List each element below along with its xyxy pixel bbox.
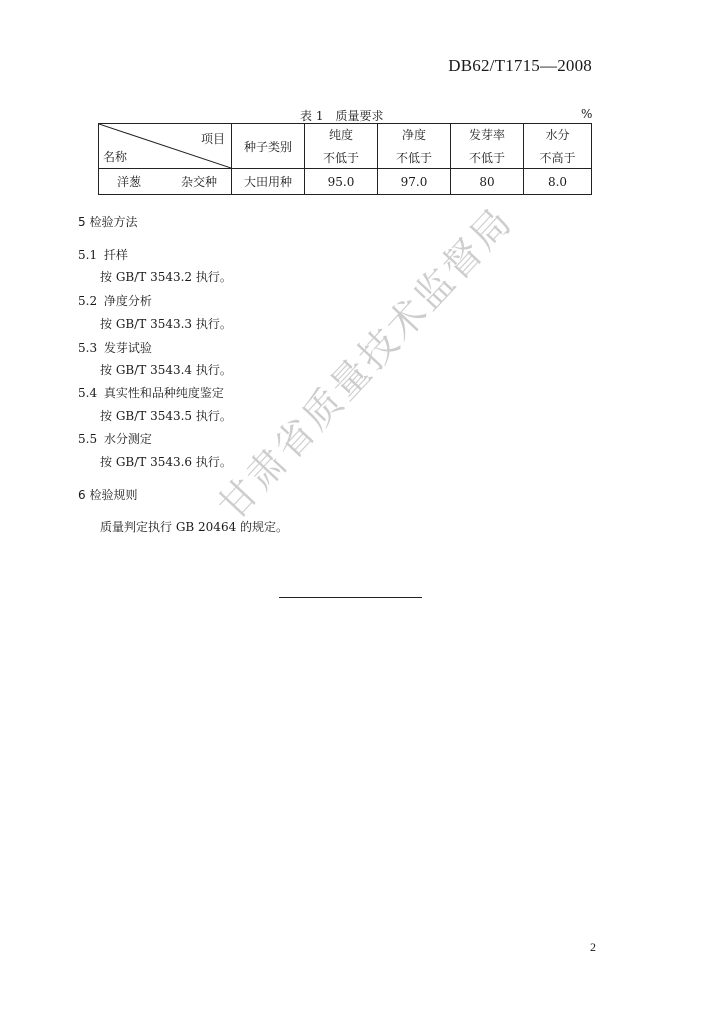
subsection-title: 真实性和品种纯度鉴定 <box>103 386 224 400</box>
cell-moisture: 8.0 <box>524 169 592 195</box>
table-header-row <box>99 124 592 169</box>
cell-cleanliness: 97.0 <box>378 169 451 195</box>
cell-germination: 80 <box>451 169 524 195</box>
crop-type: 杂交种 <box>180 175 217 189</box>
header-cleanliness-name: 净度 <box>401 128 426 142</box>
crop-name: 洋葱 <box>117 175 142 189</box>
section-5-title: 5 检验方法 <box>78 215 138 229</box>
section-6-text: 质量判定执行 GB 20464 的规定。 <box>100 520 289 534</box>
subsection-title: 净度分析 <box>103 294 152 308</box>
header-purity-limit: 不低于 <box>322 151 359 165</box>
cell-crop-name <box>99 169 232 195</box>
header-cleanliness <box>378 124 451 169</box>
subsection-5-4-text: 按 GB/T 3543.5 执行。 <box>100 409 232 423</box>
quality-requirements-table <box>98 123 592 195</box>
header-purity <box>305 124 378 169</box>
subsection-number: 5.5 <box>78 432 98 446</box>
header-seed-class <box>232 124 305 169</box>
header-germination-limit: 不低于 <box>468 151 505 165</box>
cell-seed-class: 大田用种 <box>232 169 305 195</box>
end-rule <box>279 597 422 598</box>
header-moisture-limit: 不高于 <box>539 151 576 165</box>
header-seed-class-label: 种子类别 <box>243 139 292 154</box>
section-6-title: 6 检验规则 <box>78 488 138 502</box>
subsection-number: 5.2 <box>78 294 98 308</box>
header-item-label: 项目 <box>200 132 225 146</box>
diagonal-header-cell <box>99 124 232 169</box>
watermark: 甘肃省质量技术监督局 <box>209 198 522 529</box>
subsection-5-1-text: 按 GB/T 3543.2 执行。 <box>100 270 232 284</box>
subsection-title: 扦样 <box>103 248 128 262</box>
subsection-5-2-text: 按 GB/T 3543.3 执行。 <box>100 317 232 331</box>
subsection-5-3 <box>78 339 152 356</box>
table-caption: 表 1 质量要求 <box>300 109 384 123</box>
subsection-5-3-text: 按 GB/T 3543.4 执行。 <box>100 363 232 377</box>
subsection-title: 水分测定 <box>103 432 152 446</box>
table-unit: % <box>581 107 593 121</box>
cell-purity: 95.0 <box>305 169 378 195</box>
header-moisture-name: 水分 <box>545 128 570 142</box>
subsection-5-5-text: 按 GB/T 3543.6 执行。 <box>100 455 232 469</box>
subsection-number: 5.3 <box>78 341 98 355</box>
subsection-5-4 <box>78 384 224 401</box>
subsection-number: 5.1 <box>78 248 98 262</box>
header-germination <box>451 124 524 169</box>
subsection-5-5 <box>78 430 152 447</box>
header-name-label: 名称 <box>103 150 128 164</box>
header-purity-name: 纯度 <box>328 128 353 142</box>
header-cleanliness-limit: 不低于 <box>395 151 432 165</box>
table-row <box>99 169 592 195</box>
header-germination-name: 发芽率 <box>468 128 505 142</box>
subsection-5-1 <box>78 246 128 263</box>
subsection-number: 5.4 <box>78 386 98 400</box>
standard-number: DB62/T1715—2008 <box>448 56 592 75</box>
page-number: 2 <box>590 940 596 954</box>
header-moisture <box>524 124 592 169</box>
subsection-5-2 <box>78 292 152 309</box>
subsection-title: 发芽试验 <box>103 341 152 355</box>
